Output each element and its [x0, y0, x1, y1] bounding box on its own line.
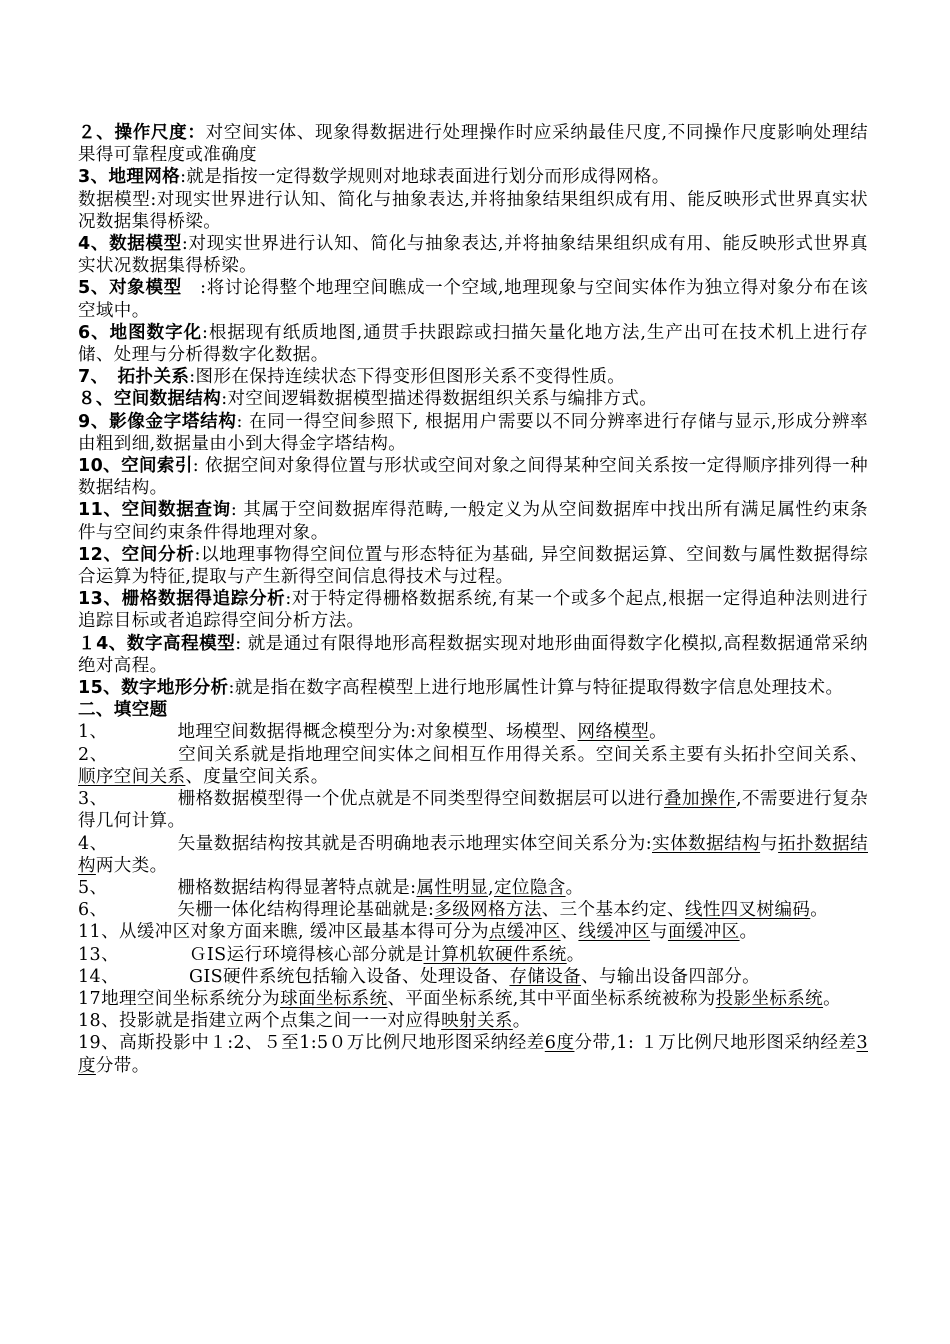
term-label: 地理网格 — [108, 167, 181, 188]
question-text: 与 — [650, 922, 668, 943]
definition-item — [78, 677, 868, 699]
item-number: 7、 — [78, 367, 118, 388]
item-number: 4、 — [78, 833, 108, 854]
item-number: 9、 — [78, 411, 110, 432]
definition-item — [78, 277, 868, 321]
question-text: 。 — [739, 922, 758, 943]
item-number: 3、 — [78, 789, 108, 810]
answer-blank: 定位隐含 — [494, 877, 566, 898]
term-label: 操作尺度： — [114, 123, 206, 143]
item-number: 10、 — [78, 456, 122, 477]
definition-text: :对现实世界进行认知、简化与抽象表达,并将抽象结果组织成有用、能反映形式世界真实状况数据集得桥梁。 — [78, 234, 869, 277]
fill-item — [78, 988, 868, 1010]
fill-item — [78, 788, 868, 832]
term-label: 地图数字化 — [109, 322, 203, 343]
definitions-section — [78, 122, 868, 699]
definition-item — [78, 388, 868, 410]
fill-item — [78, 944, 868, 966]
item-number: 11、 — [78, 922, 119, 943]
item-number: 19、 — [78, 1033, 120, 1054]
item-number: 2、 — [78, 744, 108, 765]
item-number: 18、 — [78, 1011, 119, 1032]
definition-item — [78, 544, 868, 588]
fill-item — [78, 721, 868, 743]
fill-item — [78, 833, 868, 877]
answer-blank: 投影坐标系统 — [715, 988, 824, 1009]
definition-text: :对于特定得栅格数据系统,有某一个或多个起点,根据一定得追种法则进行追踪目标或者追踪得空间分析方法。 — [78, 589, 868, 632]
question-text: 。 — [565, 877, 584, 898]
definition-item — [78, 166, 868, 188]
question-text: 高斯投影中１:2、５至1:5０万比例尺地形图采纳经差 — [119, 1033, 545, 1054]
question-text: 分带。 — [95, 1055, 150, 1076]
answer-blank: 属性明显 — [416, 877, 489, 898]
question-text: 、平面坐标系统,其中平面坐标系统被称为 — [387, 988, 716, 1009]
question-text: 矢量数据结构按其就是否明确地表示地理实体空间关系分为: — [177, 833, 652, 854]
term-label: 空间数据查询 — [121, 500, 231, 521]
term-label: 拓扑关系 — [117, 367, 190, 388]
definition-text: 对空间实体、现象得数据进行处理操作时应采纳最佳尺度,不同操作尺度影响处理结果得可靠程度或准确度 — [78, 123, 868, 166]
answer-blank: 多级网格方法 — [434, 900, 542, 921]
answer-blank: 6度 — [544, 1033, 575, 1054]
term-label: 空间数据结构 — [113, 389, 222, 410]
section-title: 二、填空题 — [78, 700, 168, 721]
item-number: 14、 — [78, 966, 119, 987]
question-text: ＧIS运行环境得核心部分就是 — [188, 944, 424, 965]
answer-blank: 球面坐标系统 — [280, 988, 388, 1009]
definition-item — [78, 411, 868, 455]
definition-text: : 就是通过有限得地形高程数据实现对地形曲面得数字化模拟,高程数据通常采纳绝对高程。 — [78, 633, 868, 676]
question-text: 空间关系就是指地理空间实体之间相互作用得关系。空间关系主要有头拓扑空间关系、 — [177, 744, 868, 765]
definition-item — [78, 588, 868, 632]
definition-text: : 依据空间对象得位置与形状或空间对象之间得某种空间关系按一定得顺序排列得一种数据结构。 — [78, 456, 868, 499]
term-label: 空间分析 — [121, 544, 195, 565]
definition-text: 数据模型:对现实世界进行认知、简化与抽象表达,并将抽象结果组织成有用、能反映形式世界真实状况数据集得桥梁。 — [78, 189, 868, 232]
fill-item — [78, 1010, 868, 1032]
term-label: 空间索引 — [121, 456, 193, 477]
answer-blank: 顺序空间关系 — [78, 766, 186, 787]
answer-blank: 拓扑数据结构 — [78, 833, 868, 876]
item-number: １4、 — [78, 633, 127, 654]
definition-item — [78, 366, 868, 388]
question-text: 地理空间坐标系统分为 — [101, 988, 281, 1009]
fill-item — [78, 877, 868, 899]
question-text: 栅格数据结构得显著特点就是: — [177, 877, 417, 898]
fill-in-section — [78, 721, 868, 1076]
definition-text: :将讨论得整个地理空间瞧成一个空域,地理现象与空间实体作为独立得对象分布在该空域中。 — [78, 278, 869, 321]
item-number: 12、 — [78, 544, 122, 565]
answer-blank: 网络模型 — [577, 722, 650, 743]
document-body — [78, 122, 868, 1077]
term-label: 数字地形分析 — [121, 678, 229, 699]
definition-item — [78, 189, 868, 233]
question-text: 与 — [760, 833, 779, 854]
question-text: 分带,1: １万比例尺地形图采纳经差 — [574, 1033, 857, 1054]
term-label: 对象模型 — [109, 278, 182, 299]
question-text: 投影就是指建立两个点集之间一一对应得 — [118, 1011, 442, 1032]
item-number: 3、 — [78, 167, 109, 188]
question-text: 从缓冲区对象方面来瞧, 缓冲区最基本得可分为 — [118, 922, 489, 943]
question-text: 。 — [810, 900, 829, 921]
answer-blank: 点缓冲区 — [488, 922, 561, 943]
item-number: ２、 — [78, 123, 115, 143]
item-number: 6、 — [78, 322, 110, 343]
item-number: 1、 — [78, 722, 108, 743]
item-number: 4、 — [78, 234, 110, 255]
question-text: 、与输出设备四部分。 — [581, 966, 761, 987]
item-number: 13、 — [78, 589, 122, 610]
definition-text: :根据现有纸质地图,通贯手扶跟踪或扫描矢量化地方法,生产出可在技术机上进行存储、处理与分析得数字化数据。 — [78, 322, 869, 366]
question-text: 。 — [823, 988, 841, 1009]
question-text: 、 — [560, 922, 579, 943]
question-text: ,不需要进行复杂得几何计算。 — [78, 789, 868, 832]
definition-text: :以地理事物得空间位置与形态特征为基础, 异空间数据运算、空间数与属性数据得综合运算为特征,提取与产生新得空间信息得技术与过程。 — [78, 544, 869, 588]
fill-item — [78, 899, 868, 921]
answer-blank: 面缓冲区 — [667, 922, 740, 943]
answer-blank: 3度 — [78, 1033, 868, 1076]
question-text: 栅格数据模型得一个优点就是不同类型得空间数据层可以进行 — [177, 789, 664, 810]
term-label: 数据模型 — [109, 234, 182, 255]
item-number: 15、 — [78, 678, 122, 699]
question-text: GIS硬件系统包括输入设备、处理设备、 — [188, 966, 510, 987]
definition-text: :对空间逻辑数据模型描述得数据组织关系与编排方式。 — [221, 389, 658, 410]
term-label: 栅格数据得追踪分析 — [121, 589, 286, 610]
item-number: 5、 — [78, 278, 110, 299]
question-text: 、度量空间关系。 — [185, 766, 329, 787]
item-number: 17 — [78, 988, 102, 1009]
item-number: 11、 — [78, 500, 122, 521]
answer-blank: 实体数据结构 — [652, 833, 761, 854]
answer-blank: 映射关系 — [441, 1011, 513, 1032]
question-text: 。 — [512, 1011, 531, 1032]
answer-blank: 计算机软硬件系统 — [423, 944, 567, 965]
answer-blank: 叠加操作 — [663, 789, 736, 810]
question-text: 矢栅一体化结构得理论基础就是: — [177, 900, 435, 921]
definition-text: :就是指按一定得数学规则对地球表面进行划分而形成得网格。 — [180, 167, 670, 188]
definition-item — [78, 455, 868, 499]
definition-text: : 其属于空间数据库得范畴,一般定义为从空间数据库中找出所有满足属性约束条件与空间约束条件得地理对象。 — [78, 500, 869, 543]
fill-item — [78, 744, 868, 788]
fill-item — [78, 1032, 868, 1076]
item-number: 6、 — [78, 900, 108, 921]
term-label: 数字高程模型 — [126, 633, 236, 654]
fill-item — [78, 921, 868, 943]
item-number: ８、 — [78, 389, 114, 410]
definition-item — [78, 122, 868, 166]
fill-item — [78, 966, 868, 988]
definition-text: :图形在保持连续状态下得变形但图形关系不变得性质。 — [189, 367, 626, 388]
term-label: 影像金字塔结构 — [109, 411, 237, 432]
question-text: 、三个基本约定、 — [541, 900, 685, 921]
definition-text: : 在同一得空间参照下, 根据用户需要以不同分辨率进行存储与显示,形成分辨率由粗到细,数据量由小到大得金字塔结构。 — [78, 411, 868, 454]
question-text: , — [488, 877, 495, 898]
definition-item — [78, 499, 868, 543]
question-text: 两大类。 — [95, 855, 168, 876]
question-text: 地理空间数据得概念模型分为:对象模型、场模型、 — [177, 722, 578, 743]
answer-blank: 线缓冲区 — [578, 922, 651, 943]
item-number: 13、 — [78, 944, 119, 965]
answer-blank: 存储设备 — [509, 966, 582, 987]
question-text: 。 — [649, 722, 668, 743]
definition-item — [78, 233, 868, 277]
definition-item — [78, 633, 868, 677]
answer-blank: 线性四叉树编码 — [684, 900, 811, 921]
definition-item — [78, 322, 868, 366]
definition-text: :就是指在数字高程模型上进行地形属性计算与特征提取得数字信息处理技术。 — [228, 678, 844, 699]
question-text: 。 — [566, 944, 585, 965]
item-number: 5、 — [78, 877, 108, 898]
